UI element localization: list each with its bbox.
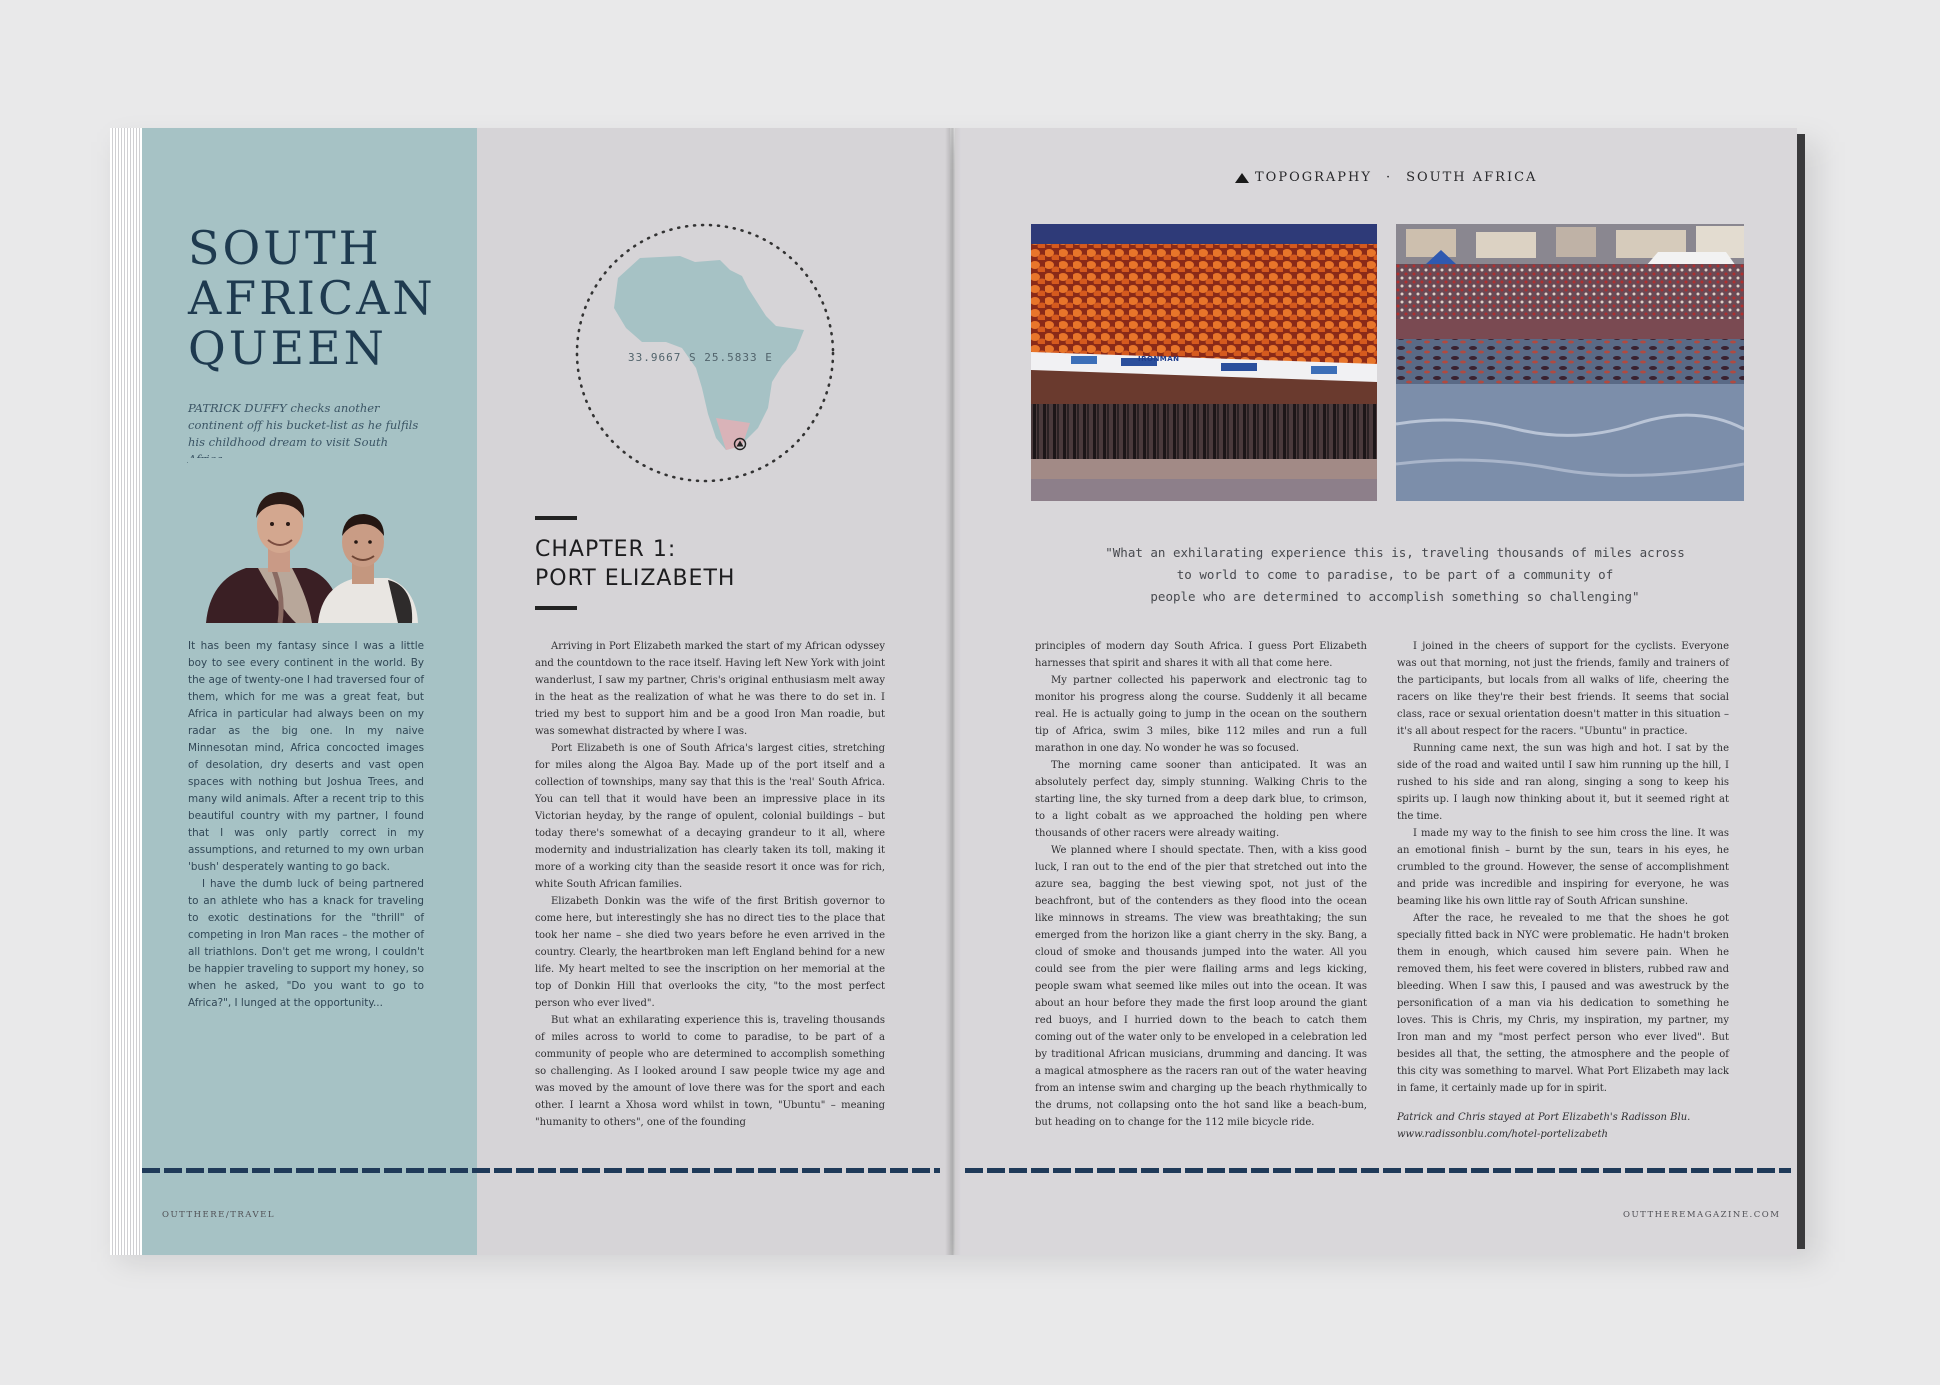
body-paragraph: After the race, he revealed to me that the shoes he got specially fitted back in NYC were problematic. He hadn't broken them in enough, which caused him severe pain. When he removed them, his feet were covered in blisters, rubbed raw and bleeding. When I saw this, I paused and was awestruck by the personification of a man via his dedication to something he loves. This is Chris, my Chris, my inspiration, my partner, my Iron man and my "most perfect person who ever lived". But besides all that, the setting, the atmosphere and the people of this city was something to marvel. What Port Elizabeth may lack in fame, it certainly made up for in spirit. bbox=[1397, 913, 1729, 1094]
chapter-heading bbox=[535, 535, 735, 593]
ironman-start-line-photo bbox=[1031, 224, 1377, 501]
section-name: TOPOGRAPHY bbox=[1255, 170, 1372, 185]
title-line: SOUTH bbox=[188, 221, 382, 275]
body-paragraph: I made my way to the finish to see him cross the line. It was an emotional finish – burnt by the sun, tears in his eyes, he crumbled to the ground. However, the sense of accomplishment and pride was incredible and inspiring for everyone, he was beaming like his own little ray of South African sunshine. bbox=[1397, 828, 1729, 907]
body-paragraph: My partner collected his paperwork and electronic tag to monitor his progress along the course. Suddenly it all became real. He is actually going to jump in the ocean on the southern tip of Africa, swim 3 miles, bike 112 miles and run a full marathon in one day. No wonder he was so focused. bbox=[1035, 675, 1367, 754]
back-cover-edge bbox=[1797, 134, 1805, 1249]
credit-url: www.radissonblu.com/hotel-portelizabeth bbox=[1397, 1129, 1608, 1140]
dashed-divider-left bbox=[142, 1168, 940, 1173]
footer-website: OUTTHEREMAGAZINE.COM bbox=[1623, 1210, 1781, 1220]
title-line: AFRICAN bbox=[188, 271, 436, 325]
swim-start-beach-photo bbox=[1396, 224, 1744, 501]
pull-quote-line: "What an exhilarating experience this is, traveling thousands of miles across bbox=[1105, 545, 1685, 560]
intro-paragraph: I have the dumb luck of being partnered to an athlete who has a knack for traveling to exotic destinations for the "thrill" of competing in Iron Man races – the mother of all triathlons. Don't get me wrong, I couldn't be happier traveling to support my honey, so when he asked, "Do you want to go to Africa?", I lunged at the opportunity... bbox=[188, 878, 424, 1009]
section-header bbox=[1235, 170, 1537, 185]
chapter-line: PORT ELIZABETH bbox=[535, 566, 736, 591]
body-paragraph: I joined in the cheers of support for the cyclists. Everyone was out that morning, not just the friends, family and trainers of the participants, but locals from all walks of life, cheering the racers on like they're their best friends. It seems that social class, race or sexual orientation doesn't matter in this situation – it's all about respect for the racers. "Ubuntu" in practice. bbox=[1397, 641, 1729, 737]
chapter-rule-bottom bbox=[535, 606, 577, 610]
body-paragraph: Elizabeth Donkin was the wife of the first British governor to come here, but interestingly she has no direct ties to the place that took her name – she died two years before he even arrived in the country. Clearly, the heartbroken man left England behind for a new life. My heart melted to see the inscription on her memorial at the top of Donkin Hill that overlooks the city, "to the most perfect person who ever lived". bbox=[535, 896, 885, 1009]
footer-section-label: OUTTHERE/TRAVEL bbox=[162, 1210, 275, 1220]
header-separator: · bbox=[1385, 170, 1393, 185]
body-paragraph: But what an exhilarating experience this is, traveling thousands of miles across to world to come to paradise, to be part of a community of people who are determined to accomplish something so challenging. As I looked around I saw people twice my age and was moved by the amount of love there was for the sport and each other. I learnt a Xhosa word whilst in town, "Ubuntu" – meaning "humanity to others", one of the founding bbox=[535, 1015, 885, 1128]
banner-text: IRONMAN bbox=[1138, 355, 1180, 363]
article-column-1 bbox=[535, 638, 885, 1131]
pull-quote bbox=[1060, 542, 1730, 608]
article-standfirst: PATRICK DUFFY checks another continent off his bucket-list as he fulfils his childhood dream to visit South bbox=[188, 401, 419, 449]
title-line: QUEEN bbox=[188, 321, 387, 375]
chapter-rule-top bbox=[535, 516, 577, 520]
dashed-divider-right bbox=[965, 1168, 1791, 1173]
pull-quote-line: to world to come to paradise, to be part of a community of bbox=[1176, 567, 1614, 582]
intro-paragraph: It has been my fantasy since I was a little boy to see every continent in the world. By the age of twenty-one I had traversed four of them, which for me was a great feat, but Africa in particular had always been on my radar as the big one. In my naive Minnesotan mind, Africa concocted images of desolation, dry deserts and vast open spaces with nothing but Joshua Trees, and many wild animals. After a recent trip to this beautiful country with my partner, I found that I was only partly correct in my assumptions, and returned to my own urban 'bush' desperately wanting to go back. bbox=[188, 640, 424, 873]
body-paragraph: We planned where I should spectate. Then, with a kiss good luck, I ran out to the end of the pier that stretched out into the azure sea, bagging the best viewing spot, not just of the beachfront, but of the contenders as they flood into the ocean like minnows in streams. The view was breathtaking; the sun emerged from the horizon like a giant cherry in the sky. Bang, a cloud of smoke and thousands jumped into the water. All you could see from the pier were flailing arms and legs kicking, people swam what seemed like miles out into the ocean. It was about an hour before they made the first loop around the giant red buoys, and I hurried down to the beach to catch them coming out of the water only to be enveloped in a celebration led by traditional African musicians, drumming and dancing. It was a magical atmosphere as the racers ran out of the water heaving from an intense swim and charging up the beach rhythmically to the drums, not collapsing onto the hot sand like a beach-bum, but heading on to change for the 112 mile bicycle ride. bbox=[1035, 845, 1367, 1128]
article-title bbox=[188, 223, 436, 373]
mountain-icon bbox=[1235, 173, 1249, 183]
body-paragraph: Port Elizabeth is one of South Africa's largest cities, stretching for miles along the Algoa Bay. Made up of the port itself and a collection of townships, many say that this is the 'real' South Africa. You can tell that it would have been an impressive place in its Victorian heyday, by the range of opulent, colonial buildings – but today there's somewhat of a decaying grandeur to it all, where modernity and industrialization has clearly taken its toll, making it more of a working city than the seaside resort it once was for rich, white South African families. bbox=[535, 743, 885, 890]
body-paragraph: principles of modern day South Africa. I guess Port Elizabeth harnesses that spirit and shares it with all that come here. bbox=[1035, 641, 1367, 669]
body-paragraph: The morning came sooner than anticipated. It was an absolutely perfect day, simply stunning. Walking Chris to the starting line, the sky turned from a deep dark blue, to crimson, to a light cobalt as we approached the holding pen where thousands of other racers were already waiting. bbox=[1035, 760, 1367, 839]
pull-quote-line: people who are determined to accomplish something so challenging" bbox=[1150, 589, 1640, 604]
body-paragraph: Running came next, the sun was high and hot. I sat by the side of the road and waited until I saw him running up the hill, I rushed to his side and ran along, singing a song to keep his spirits up. I laugh now thinking about it, but it seemed right at the time. bbox=[1397, 743, 1729, 822]
hotel-credit bbox=[1397, 1109, 1729, 1143]
two-men-portrait-photo bbox=[188, 458, 428, 623]
spine-gutter bbox=[945, 128, 961, 1255]
intro-text bbox=[188, 638, 424, 1012]
map-coordinates: 33.9667 S 25.5833 E bbox=[628, 351, 773, 364]
credit-line: Patrick and Chris stayed at Port Elizabeth's Radisson Blu. bbox=[1397, 1112, 1691, 1123]
article-column-2 bbox=[1035, 638, 1367, 1131]
chapter-line: CHAPTER 1: bbox=[535, 537, 677, 562]
magazine-spread bbox=[110, 128, 1805, 1255]
body-paragraph: Arriving in Port Elizabeth marked the start of my African odyssey and the countdown to the race itself. Having left New York with joint wanderlust, I saw my partner, Chris's original enthusiasm melt away in the heat as the realization of what he was there to do set in. I tried my best to support him and be a good Iron Man roadie, but was somewhat distracted by where I was. bbox=[535, 641, 885, 737]
page-edges bbox=[110, 128, 142, 1255]
article-column-3 bbox=[1397, 638, 1729, 1143]
region-name: SOUTH AFRICA bbox=[1406, 170, 1538, 185]
